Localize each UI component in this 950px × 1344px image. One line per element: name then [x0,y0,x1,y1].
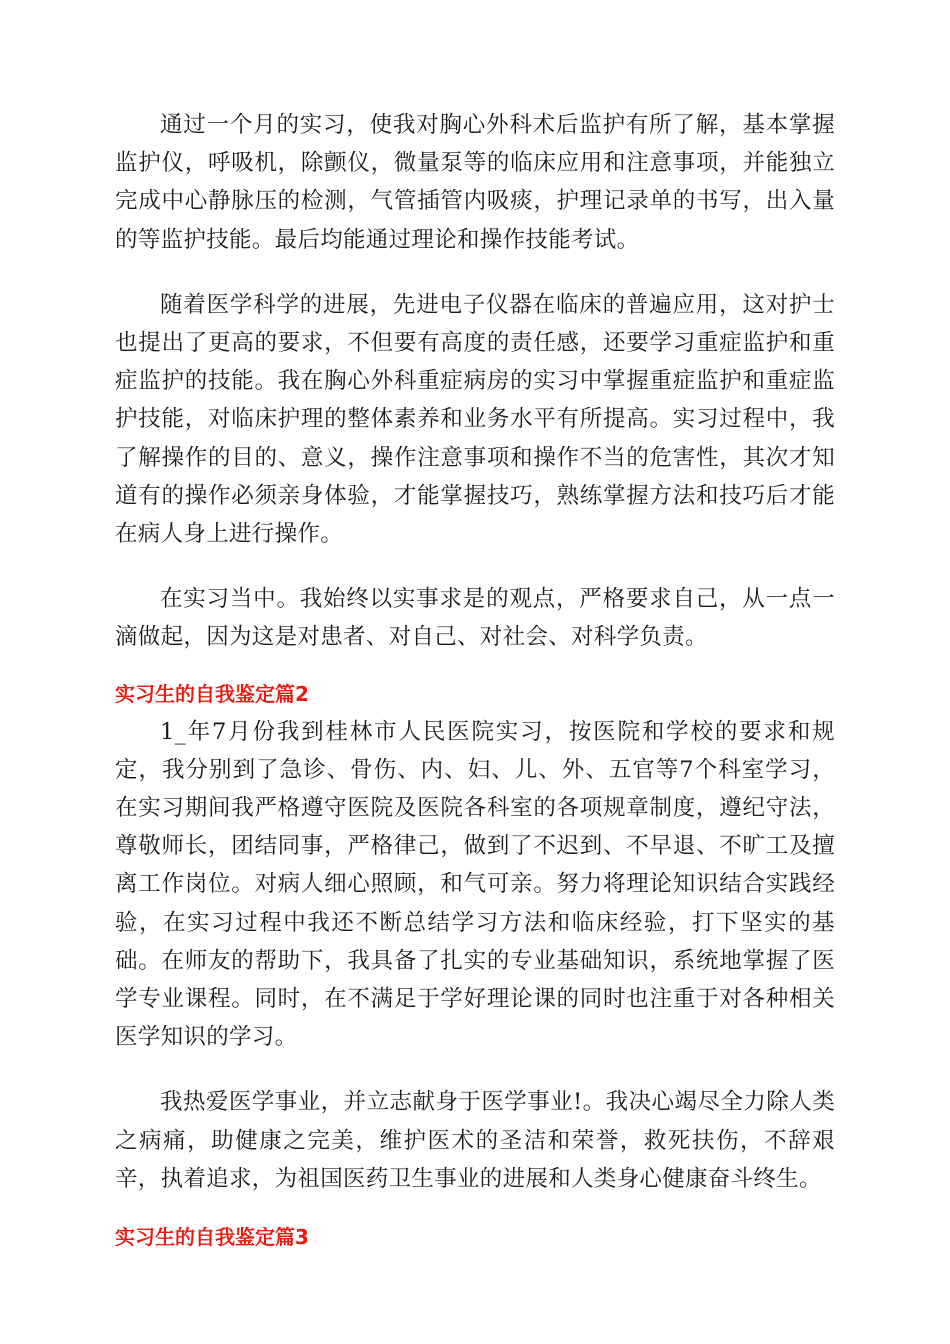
section-heading-part-2: 实习生的自我鉴定篇2 [115,681,309,706]
section-heading-part-3: 实习生的自我鉴定篇3 [115,1225,309,1250]
paragraph-medical-progress: 随着医学科学的进展，先进电子仪器在临床的普遍应用，这对护士也提出了更高的要求，不但要有高度的责任感，还要学习重症监护和重症监护的技能。我在胸心外科重症病房的实习中掌握重症监护和重症监护技能，对临床护理的整体素养和业务水平有所提高。实习过程中，我了解操作的目的、意义，操作注意事项和操作不当的危害性，其次才知道有的操作必须亲身体验，才能掌握技巧，熟练掌握方法和技巧后才能在病人身上进行操作。 [115,291,835,548]
paragraph-dedication: 我热爱医学事业，并立志献身于医学事业!。我决心竭尽全力除人类之病痛，助健康之完美，维护医术的圣洁和荣誉，救死扶伤，不辞艰辛，执着追求，为祖国医药卫生事业的进展和人类身心健康奋斗终生。 [115,1089,835,1192]
paragraph-icu-monitoring: 通过一个月的实习，使我对胸心外科术后监护有所了解，基本掌握监护仪，呼吸机，除颤仪，微量泵等的临床应用和注意事项，并能独立完成中心静脉压的检测，气管插管内吸痰，护理记录单的书写，出入量的等监护技能。最后均能通过理论和操作技能考试。 [115,112,835,253]
paragraph-practical-attitude: 在实习当中。我始终以实事求是的观点，严格要求自己，从一点一滴做起，因为这是对患者、对自己、对社会、对科学负责。 [115,586,835,651]
paragraph-internship-guilin: 1_年7月份我到桂林市人民医院实习，按医院和学校的要求和规定，我分别到了急诊、骨伤、内、妇、儿、外、五官等7个科室学习，在实习期间我严格遵守医院及医院各科室的各项规章制度，遵纪守法，尊敬师长，团结同事，严格律己，做到了不迟到、不早退、不旷工及擅离工作岗位。对病人细心照顾，和气可亲。努力将理论知识结合实践经验，在实习过程中我还不断总结学习方法和临床经验，打下坚实的基础。在师友的帮助下，我具备了扎实的专业基础知识，系统地掌握了医学专业课程。同时，在不满足于学好理论课的同时也注重于对各种相关医学知识的学习。 [115,718,835,1051]
document-page [115,106,835,1256]
